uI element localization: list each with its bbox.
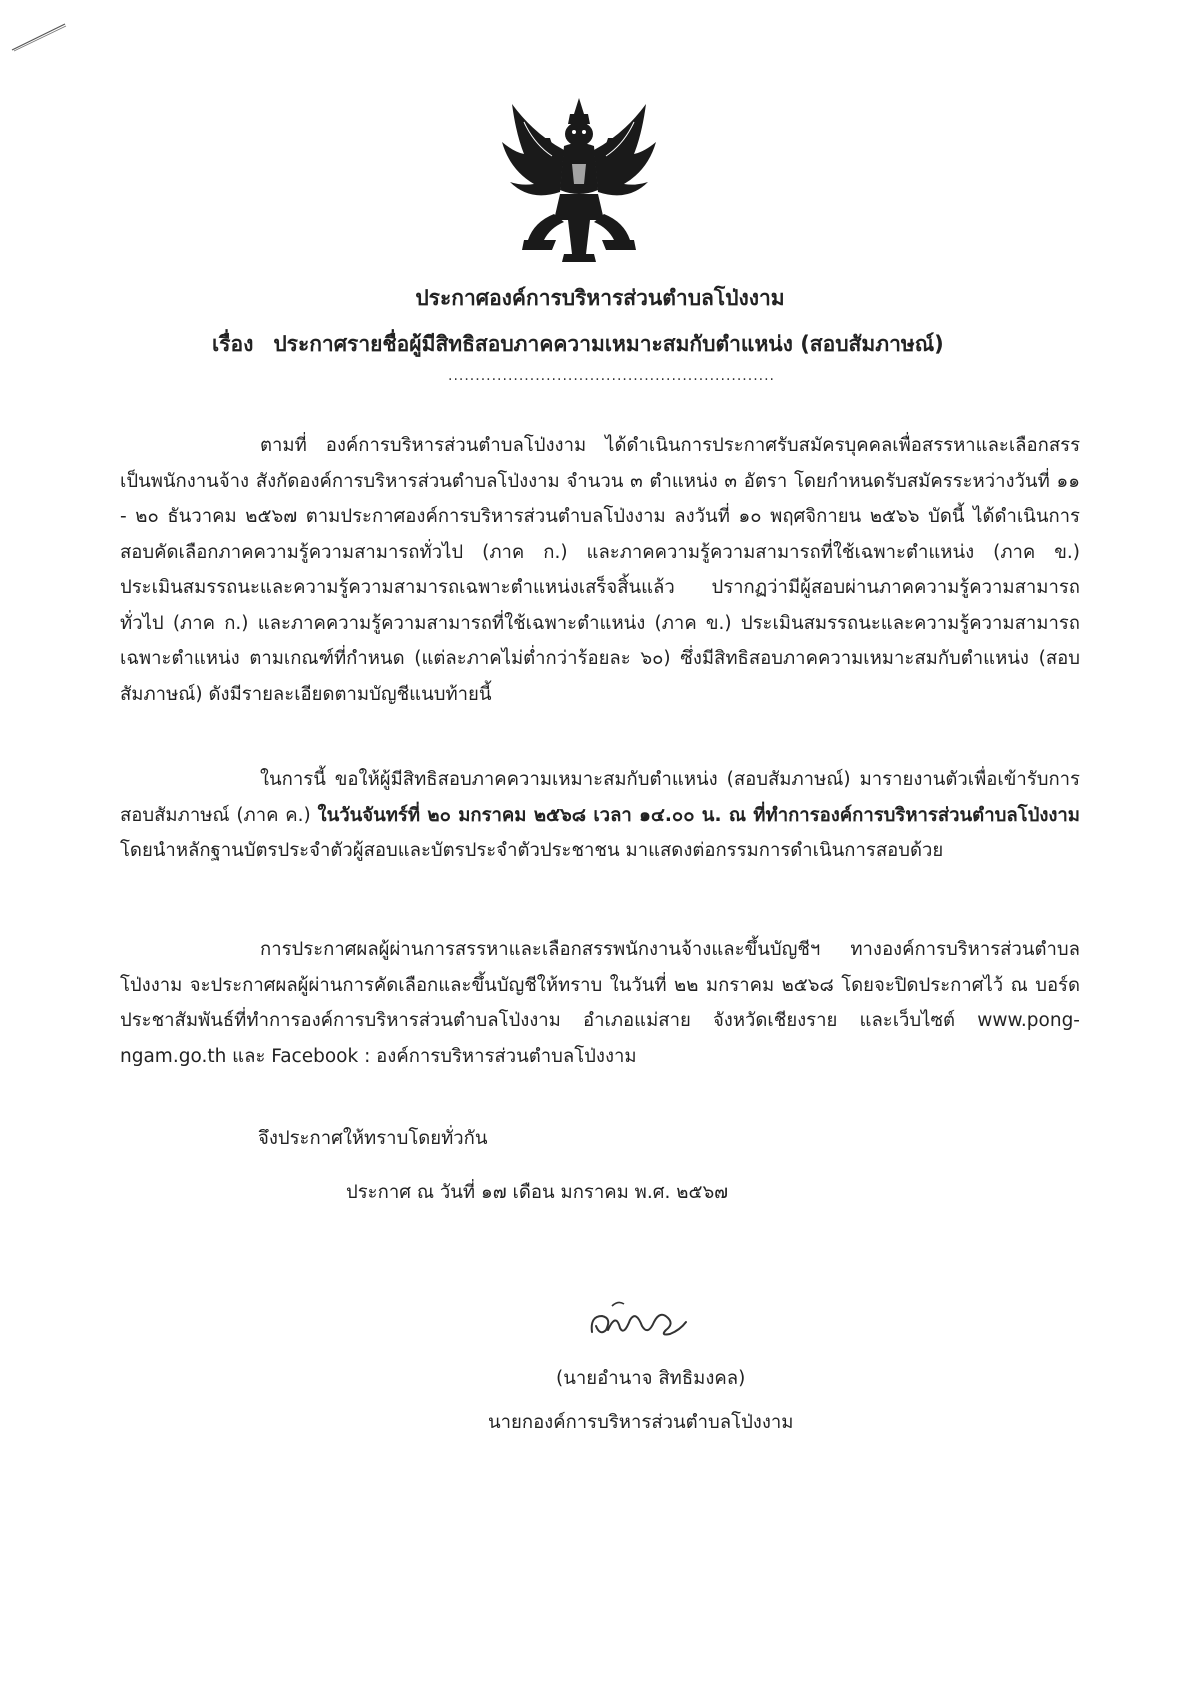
garuda-emblem-icon (494, 94, 664, 266)
document-subject (212, 328, 1112, 361)
announcement-date: ประกาศ ณ วันที่ ๑๗ เดือน มกราคม พ.ศ. ๒๕๖๗ (346, 1182, 729, 1203)
document-title: ประกาศองค์การบริหารส่วนตำบลโป่งงาม (415, 286, 785, 310)
scan-mark (10, 20, 70, 60)
paragraph-1 (120, 428, 1080, 712)
signer-name: (นายอำนาจ สิทธิมงคล) (556, 1368, 746, 1389)
paragraph-1-text: ตามที่ องค์การบริหารส่วนตำบลโป่งงาม ได้ดำเนินการประกาศรับสมัครบุคคลเพื่อสรรหาและเลือกสรรเป็นพนักงานจ้าง สังกัดองค์การบริหารส่วนตำบลโป่งงาม จำนวน ๓ ตำแหน่ง ๓ อัตรา โดยกำหนดรับสมัครระหว่างวันที่ ๑๑ - ๒๐ ธันวาคม ๒๕๖๗ ตามประกาศองค์การบริหารส่วนตำบลโป่งงาม ลงวันที่ ๑๐ พฤศจิกายน ๒๕๖๖ บัดนี้ ได้ดำเนินการสอบคัดเลือกภาคความรู้ความสามารถทั่วไป (ภาค ก.) และภาคความรู้ความสามารถที่ใช้เฉพาะตำแหน่ง (ภาค ข.) ประเมินสมรรถนะและความรู้ความสามารถเฉพาะตำแหน่งเสร็จสิ้นแล้ว ปรากฏว่ามีผู้สอบผ่านภาคความรู้ความสามารถทั่วไป (ภาค ก.) และภาคความรู้ความสามารถที่ใช้เฉพาะตำแหน่ง (ภาค ข.) ประเมินสมรรถนะและความรู้ความสามารถเฉพาะตำแหน่ง ตามเกณฑ์ที่กำหนด (แต่ละภาคไม่ต่ำกว่าร้อยละ ๖๐) ซึ่งมีสิทธิสอบภาคความเหมาะสมกับตำแหน่ง (สอบสัมภาษณ์) ดังมีรายละเอียดตามบัญชีแนบท้ายนี้ (120, 435, 1080, 705)
paragraph-2-text-a: ในการนี้ ขอให้ผู้มีสิทธิสอบภาคความเหมาะสมกับตำแหน่ง (สอบสัมภาษณ์) มารายงานตัวเพื่อเข้ารับการสอบสัมภาษณ์ (ภาค ค.) (120, 769, 1080, 826)
paragraph-2 (120, 762, 1080, 869)
paragraph-3 (120, 932, 1080, 1074)
paragraph-2-highlight: ในวันจันทร์ที่ ๒๐ มกราคม ๒๕๖๘ เวลา ๑๔.๐๐ น. ณ ที่ทำการองค์การบริหารส่วนตำบลโป่งงาม (317, 804, 1080, 826)
closing-statement: จึงประกาศให้ทราบโดยทั่วกัน (258, 1128, 488, 1149)
signature (582, 1292, 712, 1348)
paragraph-2-text-b: โดยนำหลักฐานบัตรประจำตัวผู้สอบและบัตรประจำตัวประชาชน มาแสดงต่อกรรมการดำเนินการสอบด้วย (120, 840, 944, 861)
subject-text: ประกาศรายชื่อผู้มีสิทธิสอบภาคความเหมาะสมกับตำแหน่ง (สอบสัมภาษณ์) (273, 332, 944, 356)
separator-line: ............................................................ (448, 368, 776, 384)
subject-label: เรื่อง (212, 332, 254, 356)
signer-title: นายกองค์การบริหารส่วนตำบลโป่งงาม (488, 1412, 794, 1433)
paragraph-3-text: การประกาศผลผู้ผ่านการสรรหาและเลือกสรรพนักงานจ้างและขึ้นบัญชีฯ ทางองค์การบริหารส่วนตำบลโป่งงาม จะประกาศผลผู้ผ่านการคัดเลือกและขึ้นบัญชีให้ทราบ ในวันที่ ๒๒ มกราคม ๒๕๖๘ โดยจะปิดประกาศไว้ ณ บอร์ดประชาสัมพันธ์ที่ทำการองค์การบริหารส่วนตำบลโป่งงาม อำเภอแม่สาย จังหวัดเชียงราย และเว็บไซต์ www.pong-ngam.go.th และ Facebook : องค์การบริหารส่วนตำบลโป่งงาม (120, 939, 1080, 1067)
